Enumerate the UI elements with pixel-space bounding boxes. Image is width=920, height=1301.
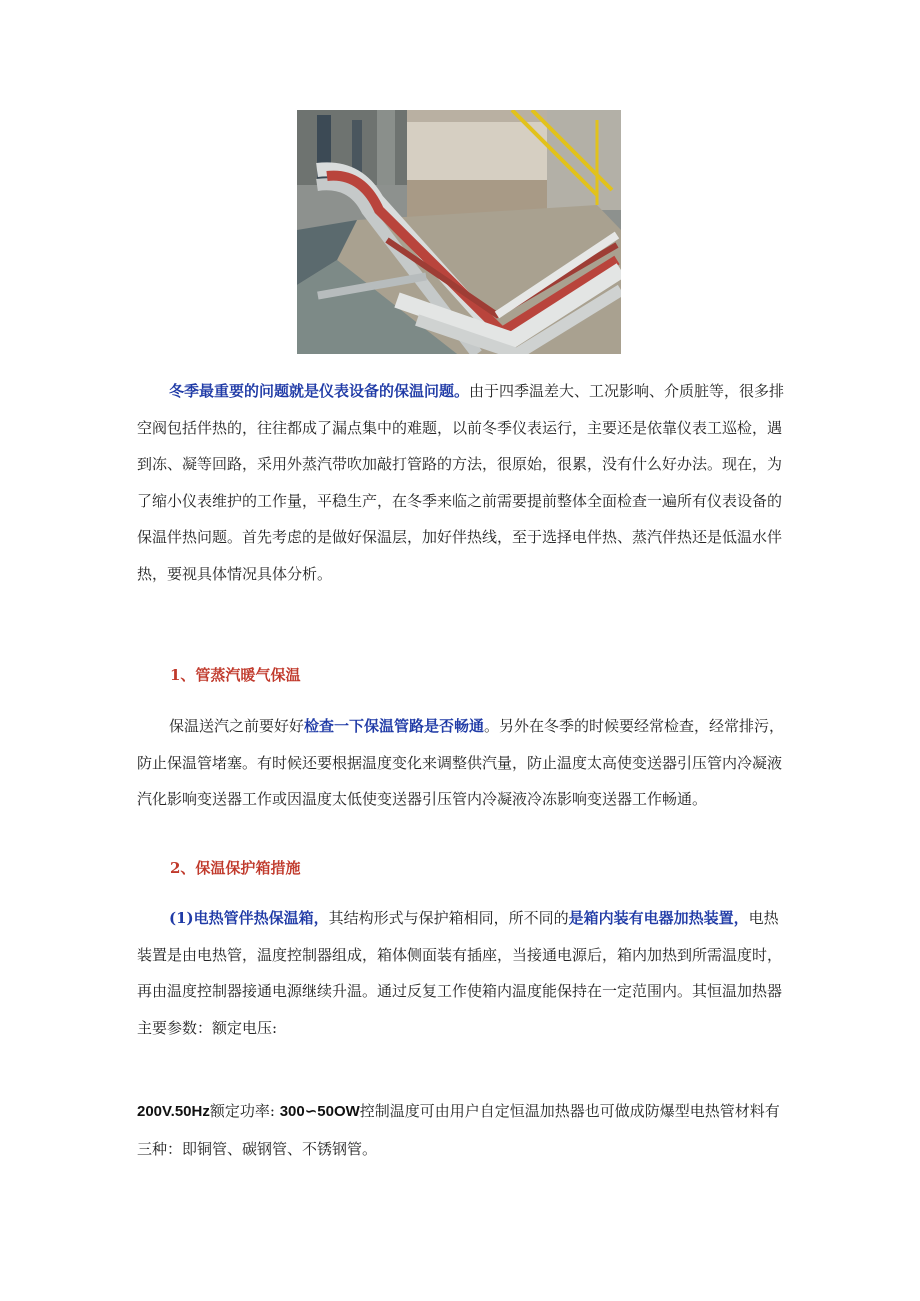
section2-item-label: (1)电热管伴热保温箱，	[169, 909, 329, 927]
section1-before: 保温送汽之前要好好	[169, 717, 305, 735]
section2-text3: 控制温度可由用户自定恒温加热器也可做成防爆型电热管材料有三种：即铜管、碳钢管、不锈钢管。	[137, 1102, 780, 1158]
section2-paragraph	[137, 900, 785, 1046]
section2-text2: 电热装置是由电热管，温度控制器组成，箱体侧面装有插座，当接通电源后，箱内加热到所需温度时，再由温度控制器接通电源继续升温。通过反复工作使箱内温度能保持在一定范围内。其恒温加热器主要参数：额定电压:	[137, 909, 783, 1037]
intro-paragraph	[137, 373, 785, 592]
intro-lead: 冬季最重要的问题就是仪表设备的保温问题。	[169, 382, 470, 400]
pipeline-insulation-photo	[297, 110, 621, 354]
section1-title: 1、管蒸汽暖气保温	[170, 666, 301, 684]
section2-title: 2、保温保护箱措施	[170, 859, 301, 877]
rated-voltage-value: 200V.50Hz	[137, 1103, 210, 1120]
intro-body: 由于四季温差大、工况影响、介质脏等，很多排空阀包括伴热的，往往都成了漏点集中的难题，以前冬季仪表运行，主要还是依靠仪表工巡检，遇到冻、凝等回路，采用外蒸汽带吹加敲打管路的方法，很原始，很累，没有什么好办法。现在，为了缩小仪表维护的工作量，平稳生产，在冬季来临之前需要提前整体全面检查一遍所有仪表设备的保温伴热问题。首先考虑的是做好保温层，加好伴热线，至于选择电伴热、蒸汽伴热还是低温水伴热，要视具体情况具体分析。	[137, 382, 785, 583]
section1-paragraph	[137, 708, 785, 818]
specs-paragraph	[137, 1093, 785, 1167]
rated-power-label: 额定功率:	[209, 1102, 275, 1120]
section1-highlight: 检查一下保温管路是否畅通	[304, 717, 485, 735]
section1-after: 。另外在冬季的时候要经常检查，经常排污，防止保温管堵塞。有时候还要根据温度变化来调整供汽量，防止温度太高使变送器引压管内冷凝液汽化影响变送器工作或因温度太低使变送器引压管内冷凝液冷冻影响变送器工作畅通。	[137, 717, 785, 808]
section2-highlight: 是箱内装有电器加热装置，	[568, 909, 749, 927]
rated-power-value: 300∽50OW	[279, 1103, 360, 1120]
section2-text1: 其结构形式与保护箱相同，所不同的	[328, 909, 569, 927]
